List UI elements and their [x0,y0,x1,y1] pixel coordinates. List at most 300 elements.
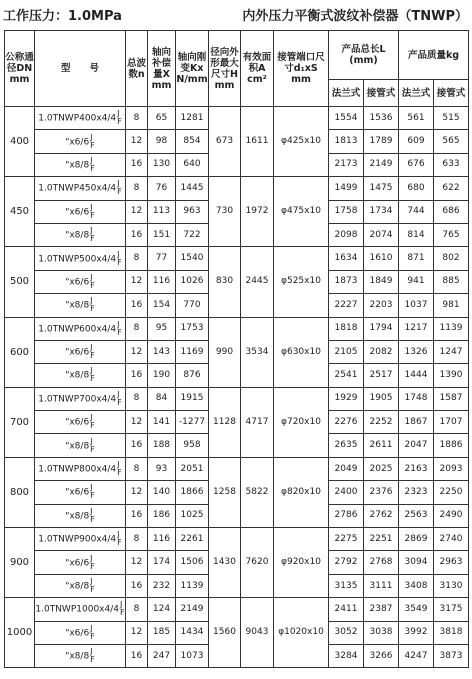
connection-mark [117,461,122,477]
length-weld-cell: 1794 [364,317,399,340]
length-weld-cell: 3266 [364,644,399,667]
length-weld-cell: 2611 [364,434,399,457]
model-cell [35,223,126,246]
mark-bottom: F [90,163,95,173]
comp-cell: 116 [148,270,176,293]
comp-cell: 151 [148,223,176,246]
model-cell [35,551,126,574]
length-weld-cell: 2768 [364,551,399,574]
waves-cell: 16 [126,434,148,457]
mark-bottom: F [90,280,95,290]
model-text: 1.0TNWP900x4/4 [38,534,117,545]
mark-bottom: F [90,444,95,454]
outer-cell: 1128 [209,387,241,457]
mass-weld-cell: 633 [434,153,469,176]
waves-cell: 16 [126,294,148,317]
mass-flange-cell: 676 [399,153,434,176]
waves-cell: 16 [126,644,148,667]
stiff-cell: 854 [176,130,209,153]
connection-mark [90,578,95,594]
col-mass-header: 产品质量kg [399,31,469,80]
model-text: "x8/8 [65,511,90,522]
length-weld-cell: 1475 [364,177,399,200]
mark-top: J [90,577,93,586]
waves-cell: 8 [126,598,148,621]
mass-weld-cell: 515 [434,107,469,130]
model-cell [35,644,126,667]
waves-cell: 12 [126,621,148,644]
connection-mark [90,367,95,383]
mark-bottom: F [117,538,122,548]
length-weld-cell: 1610 [364,247,399,270]
mark-top: J [90,647,93,657]
length-weld-cell: 2251 [364,528,399,551]
mass-flange-cell: 814 [399,223,434,246]
area-cell: 1611 [241,107,274,177]
table-title: 内外压力平衡式波纹补偿器（TNWP） [242,9,468,24]
mark-bottom: F [90,655,95,665]
mass-flange-cell: 4247 [399,644,434,667]
waves-cell: 12 [126,270,148,293]
pipe-cell: φ720x10 [274,387,329,457]
dn-cell: 900 [5,528,35,598]
length-flange-cell: 2276 [329,411,364,434]
connection-mark [90,555,95,571]
area-cell: 2445 [241,247,274,317]
model-cell [35,387,126,410]
mass-weld-cell: 622 [434,177,469,200]
mark-top: J [119,600,123,610]
mass-flange-cell: 609 [399,130,434,153]
comp-cell: 98 [148,130,176,153]
waves-cell: 16 [126,504,148,527]
model-text: "x8/8 [65,581,90,592]
stiff-cell: 1506 [176,551,209,574]
mark-top: J [90,226,93,236]
mark-bottom: F [90,140,95,150]
mass-flange-cell: 3549 [399,598,434,621]
model-text: "x6/6 [65,137,90,148]
outer-cell: 673 [209,107,241,177]
length-flange-cell: 2635 [329,434,364,457]
connection-mark [90,414,95,430]
length-weld-cell: 2387 [364,598,399,621]
comp-cell: 190 [148,364,176,387]
dn-cell: 400 [5,107,35,177]
model-cell [35,457,126,480]
area-cell: 4717 [241,387,274,457]
model-text: "x6/6 [65,628,90,639]
connection-mark [120,601,125,617]
model-cell [35,504,126,527]
model-text: "x8/8 [65,651,90,662]
mark-top: J [90,483,93,493]
model-text: "x6/6 [65,487,90,498]
connection-mark [117,531,122,547]
mark-bottom: F [117,327,122,337]
mass-weld-cell: 686 [434,200,469,223]
mass-flange-cell: 1748 [399,387,434,410]
table-row [5,177,469,200]
connection-mark [90,484,95,500]
waves-cell: 16 [126,153,148,176]
length-flange-cell: 2411 [329,598,364,621]
connection-mark [117,391,122,407]
col-waves-header: 总波数n [126,31,148,107]
mass-weld-cell: 802 [434,247,469,270]
col-dn-header: 公称通径DN mm [5,31,35,107]
mass-flange-cell: 1217 [399,317,434,340]
pipe-cell: φ475x10 [274,177,329,247]
length-weld-cell: 2074 [364,223,399,246]
model-cell [35,294,126,317]
model-text: "x8/8 [65,160,90,171]
length-flange-cell: 1634 [329,247,364,270]
length-flange-cell: 2105 [329,340,364,363]
pipe-cell: φ630x10 [274,317,329,387]
col-stiff-header: 轴向刚变Kx N/mm [176,31,209,107]
table-row [5,107,469,130]
stiff-cell: 963 [176,200,209,223]
outer-cell: 990 [209,317,241,387]
stiff-cell: 1139 [176,574,209,597]
stiff-cell: 2051 [176,457,209,480]
mark-bottom: F [117,257,122,267]
comp-cell: 130 [148,153,176,176]
comp-cell: 95 [148,317,176,340]
comp-cell: 141 [148,411,176,434]
col-length-weld-header: 接管式 [364,80,399,107]
working-pressure-title: 工作压力：1.0MPa [3,9,122,24]
comp-cell: 188 [148,434,176,457]
mark-top: J [90,155,93,165]
stiff-cell: 1445 [176,177,209,200]
model-text: "x6/6 [65,277,90,288]
mass-flange-cell: 1867 [399,411,434,434]
mark-top: J [90,132,93,142]
mark-top: J [117,530,120,540]
waves-cell: 8 [126,107,148,130]
mass-flange-cell: 2323 [399,481,434,504]
outer-cell: 1560 [209,598,241,668]
dn-cell: 800 [5,457,35,527]
model-cell [35,598,126,621]
outer-cell: 830 [209,247,241,317]
mass-flange-cell: 2869 [399,528,434,551]
length-flange-cell: 1929 [329,387,364,410]
area-cell: 1972 [241,177,274,247]
mass-weld-cell: 2490 [434,504,469,527]
mass-flange-cell: 744 [399,200,434,223]
pipe-cell: φ425x10 [274,107,329,177]
length-flange-cell: 1813 [329,130,364,153]
mark-bottom: F [90,351,95,361]
model-text: "x8/8 [65,370,90,381]
waves-cell: 16 [126,364,148,387]
mass-flange-cell: 1037 [399,294,434,317]
connection-mark [90,625,95,641]
model-text: "x6/6 [65,347,90,358]
waves-cell: 12 [126,411,148,434]
comp-cell: 232 [148,574,176,597]
mass-weld-cell: 2250 [434,481,469,504]
mark-bottom: F [90,585,95,594]
mark-bottom: F [117,117,122,127]
length-flange-cell: 1499 [329,177,364,200]
waves-cell: 12 [126,551,148,574]
mark-top: J [117,249,120,259]
waves-cell: 8 [126,317,148,340]
mark-top: J [90,296,93,306]
mark-top: J [117,319,120,329]
area-cell: 5822 [241,457,274,527]
length-weld-cell: 1789 [364,130,399,153]
model-text: "x8/8 [65,300,90,311]
mark-bottom: F [117,397,122,407]
model-text: 1.0TNWP400x4/4 [38,113,117,124]
col-area-header: 有效面积A cm² [241,31,274,107]
length-weld-cell: 2517 [364,364,399,387]
model-cell [35,574,126,597]
model-cell [35,364,126,387]
model-text: "x6/6 [65,417,90,428]
mark-top: J [117,109,120,119]
mass-weld-cell: 3175 [434,598,469,621]
stiff-cell: 1169 [176,340,209,363]
mark-bottom: F [90,421,95,431]
pipe-cell: φ525x10 [274,247,329,317]
table-row [5,528,469,551]
stiff-cell: 1025 [176,504,209,527]
comp-cell: 143 [148,340,176,363]
area-cell: 9043 [241,598,274,668]
length-flange-cell: 2400 [329,481,364,504]
connection-mark [90,344,95,360]
waves-cell: 8 [126,528,148,551]
length-flange-cell: 2098 [329,223,364,246]
length-flange-cell: 3284 [329,644,364,667]
spec-table-body [5,107,469,668]
mark-bottom: F [117,187,122,197]
connection-mark [117,251,122,267]
comp-cell: 140 [148,481,176,504]
col-length-header: 产品总长L (mm) [329,31,399,80]
mass-flange-cell: 1326 [399,340,434,363]
model-text: "x6/6 [65,558,90,569]
mass-weld-cell: 765 [434,223,469,246]
mass-weld-cell: 1247 [434,340,469,363]
mass-weld-cell: 2093 [434,457,469,480]
length-flange-cell: 2173 [329,153,364,176]
connection-mark [117,321,122,337]
stiff-cell: 1540 [176,247,209,270]
mark-top: J [90,272,93,282]
length-flange-cell: 2541 [329,364,364,387]
stiff-cell: 876 [176,364,209,387]
length-flange-cell: 1554 [329,107,364,130]
mark-bottom: F [90,374,95,384]
model-cell [35,621,126,644]
outer-cell: 1258 [209,457,241,527]
comp-cell: 84 [148,387,176,410]
mass-weld-cell: 3130 [434,574,469,597]
mark-bottom: F [90,514,95,524]
mass-flange-cell: 2163 [399,457,434,480]
table-row [5,317,469,340]
length-weld-cell: 2252 [364,411,399,434]
model-cell [35,434,126,457]
length-weld-cell: 2203 [364,294,399,317]
mark-bottom: F [90,210,95,220]
dn-cell: 700 [5,387,35,457]
connection-mark [90,648,95,664]
mass-flange-cell: 561 [399,107,434,130]
length-flange-cell: 2786 [329,504,364,527]
pipe-cell: φ920x10 [274,528,329,598]
model-cell [35,107,126,130]
pipe-cell: φ1020x10 [274,598,329,668]
waves-cell: 8 [126,457,148,480]
mass-weld-cell: 885 [434,270,469,293]
dn-cell: 500 [5,247,35,317]
model-text: 1.0TNWP1000x4/4 [35,604,119,615]
model-text: 1.0TNWP600x4/4 [38,324,117,335]
model-text: 1.0TNWP800x4/4 [38,464,117,475]
model-text: 1.0TNWP700x4/4 [38,394,117,405]
comp-cell: 65 [148,107,176,130]
connection-mark [90,204,95,220]
mass-weld-cell: 1886 [434,434,469,457]
connection-mark [90,297,95,313]
mass-weld-cell: 3873 [434,644,469,667]
stiff-cell: 1753 [176,317,209,340]
mark-bottom: F [90,304,95,314]
model-text: "x8/8 [65,230,90,241]
stiff-cell: 958 [176,434,209,457]
col-outer-header: 径向外形最大尺寸H mm [209,31,241,107]
stiff-cell: 1073 [176,644,209,667]
length-weld-cell: 1536 [364,107,399,130]
mass-flange-cell: 2047 [399,434,434,457]
mass-weld-cell: 3818 [434,621,469,644]
mark-top: J [117,179,120,189]
length-flange-cell: 3052 [329,621,364,644]
length-flange-cell: 2275 [329,528,364,551]
comp-cell: 154 [148,294,176,317]
waves-cell: 12 [126,481,148,504]
dn-cell: 600 [5,317,35,387]
length-weld-cell: 2149 [364,153,399,176]
connection-mark [90,157,95,173]
waves-cell: 16 [126,574,148,597]
pipe-cell: φ820x10 [274,457,329,527]
stiff-cell: 1281 [176,107,209,130]
stiff-cell: 1434 [176,621,209,644]
comp-cell: 116 [148,528,176,551]
comp-cell: 77 [148,247,176,270]
connection-mark [117,180,122,196]
outer-cell: 730 [209,177,241,247]
outer-cell: 1430 [209,528,241,598]
waves-cell: 12 [126,130,148,153]
mass-weld-cell: 1390 [434,364,469,387]
length-weld-cell: 2762 [364,504,399,527]
model-cell [35,340,126,363]
length-flange-cell: 3135 [329,574,364,597]
connection-mark [117,110,122,126]
mass-flange-cell: 871 [399,247,434,270]
model-cell [35,130,126,153]
length-weld-cell: 3038 [364,621,399,644]
waves-cell: 12 [126,200,148,223]
comp-cell: 174 [148,551,176,574]
dn-cell: 450 [5,177,35,247]
mark-bottom: F [117,468,122,478]
length-flange-cell: 1873 [329,270,364,293]
stiff-cell: 1915 [176,387,209,410]
model-cell [35,247,126,270]
length-weld-cell: 1849 [364,270,399,293]
mark-top: J [117,389,120,399]
stiff-cell: 2261 [176,528,209,551]
col-length-flange-header: 法兰式 [329,80,364,107]
mark-bottom: F [90,491,95,501]
mass-weld-cell: 981 [434,294,469,317]
connection-mark [90,508,95,524]
mass-weld-cell: 565 [434,130,469,153]
length-flange-cell: 1758 [329,200,364,223]
model-text: "x8/8 [65,441,90,452]
mass-flange-cell: 3992 [399,621,434,644]
length-weld-cell: 1734 [364,200,399,223]
stiff-cell: -1277 [176,411,209,434]
mass-weld-cell: 1707 [434,411,469,434]
comp-cell: 186 [148,504,176,527]
comp-cell: 76 [148,177,176,200]
mass-weld-cell: 1587 [434,387,469,410]
mark-bottom: F [90,561,95,571]
stiff-cell: 1026 [176,270,209,293]
mass-flange-cell: 1444 [399,364,434,387]
mass-flange-cell: 2563 [399,504,434,527]
col-comp-header: 轴向补偿量X mm [148,31,176,107]
mass-weld-cell: 1139 [434,317,469,340]
length-weld-cell: 2025 [364,457,399,480]
length-weld-cell: 1905 [364,387,399,410]
mark-top: J [90,202,93,212]
mark-top: J [117,460,120,470]
col-model-header: 型 号 [35,31,126,107]
model-cell [35,317,126,340]
mark-bottom: F [90,631,95,641]
table-row [5,387,469,410]
comp-cell: 247 [148,644,176,667]
waves-cell: 16 [126,223,148,246]
mark-top: J [90,506,93,516]
model-text: 1.0TNWP500x4/4 [38,254,117,265]
stiff-cell: 2149 [176,598,209,621]
length-weld-cell: 2082 [364,340,399,363]
area-cell: 7620 [241,528,274,598]
connection-mark [90,274,95,290]
mass-flange-cell: 680 [399,177,434,200]
mass-flange-cell: 3408 [399,574,434,597]
model-cell [35,481,126,504]
length-weld-cell: 2376 [364,481,399,504]
length-flange-cell: 1818 [329,317,364,340]
comp-cell: 185 [148,621,176,644]
model-cell [35,270,126,293]
